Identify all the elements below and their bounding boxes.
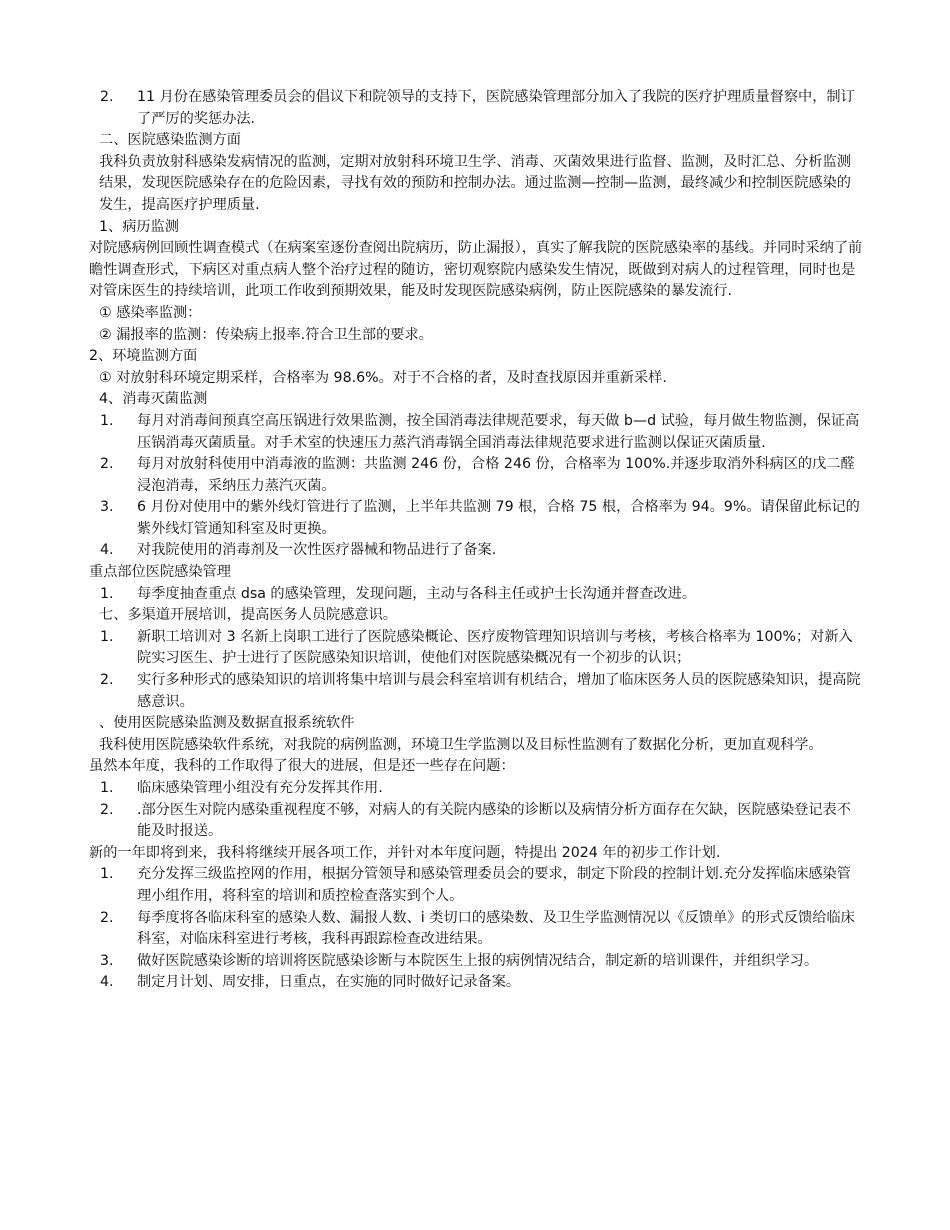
subsection-heading: 4、消毒灭菌监测 bbox=[99, 391, 208, 408]
subsection-heading: 2、环境监测方面 bbox=[89, 348, 198, 365]
list-item: 2. 实行多种形式的感染知识的培训将集中培训与晨会科室培训有机结合，增加了临床医务人员的医院感染知识，提高院感意识。 bbox=[100, 672, 861, 710]
list-item: 4. 制定月计划、周安排，日重点，在实施的同时做好记录备案。 bbox=[100, 974, 521, 991]
list-item: 2. .部分医生对院内感染重视程度不够，对病人的有关院内感染的诊断以及病情分析方面存在欠缺，医院感染登记表不能及时报送。 bbox=[100, 801, 851, 840]
list-item: 3. 做好医院感染诊断的培训将医院感染诊断与本院医生上报的病例情况结合，制定新的培训课件，并组织学习。 bbox=[100, 952, 819, 969]
list-item: 1. 临床感染管理小组没有充分发挥其作用. bbox=[100, 780, 383, 796]
paragraph: 新的一年即将到来，我科将继续开展各项工作，并针对本年度问题，特提出 2024 年的初步工作计划. bbox=[89, 844, 721, 861]
subsection-heading: 1、病历监测 bbox=[99, 218, 179, 235]
paragraph: ① 对放射科环境定期采样，合格率为 98.6%。对于不合格的者，及时查找原因并重新采样. bbox=[99, 369, 667, 386]
paragraph: ① 感染率监测： bbox=[99, 304, 202, 321]
list-item: 2. 每季度将各临床科室的感染人数、漏报人数、i 类切口的感染数、及卫生学监测情况以《反馈单》的形式反馈给临床科室，对临床科室进行考核，我科再跟踪检查改进结果。 bbox=[100, 909, 855, 948]
list-item: 1. 新职工培训对 3 名新上岗职工进行了医院感染概论、医疗废物管理知识培训与考核，考核合格率为 100%；对新入院实习医生、护士进行了医院感染知识培训，使他们对医院感染概况有一个初步的认识； bbox=[100, 628, 853, 667]
paragraph: ② 漏报率的监测：传染病上报率.符合卫生部的要求。 bbox=[99, 326, 433, 343]
paragraph: 对院感病例回顾性调查模式（在病案室逐份查阅出院病历，防止漏报），真实了解我院的医院感染率的基线。并同时采纳了前瞻性调查形式，下病区对重点病人整个治疗过程的随访，密切观察院内感染发生情况，既做到对病人的过程管理，同时也是对管床医生的持续培训，此项工作收到预期效果，能及时发现医院感染病例，防止医院感染的暴发流行. bbox=[89, 240, 863, 300]
list-item: 3. 6 月份对使用中的紫外线灯管进行了监测，上半年共监测 79 根，合格 75 根，合格率为 94。9%。请保留此标记的紫外线灯管通知科室及时更换。 bbox=[100, 499, 860, 537]
section-heading: 、使用医院感染监测及数据直报系统软件 bbox=[99, 715, 355, 732]
list-item: 4. 对我院使用的消毒剂及一次性医疗器械和物品进行了备案. bbox=[100, 542, 497, 559]
list-item: 1. 充分发挥三级监控网的作用，根据分管领导和感染管理委员会的要求，制定下阶段的控制计划.充分发挥临床感染管理小组作用，将科室的培训和质控检查落实到个人。 bbox=[100, 866, 851, 904]
paragraph: 我科负责放射科感染发病情况的监测，定期对放射科环境卫生学、消毒、灭菌效果进行监督、监测，及时汇总、分析监测结果，发现医院感染存在的危险因素，寻找有效的预防和控制办法。通过监测—控制—监测，最终减少和控制医院感染的发生，提高医疗护理质量. bbox=[99, 153, 851, 213]
list-item: 1. 每季度抽查重点 dsa 的感染管理，发现问题，主动与各科主任或护士长沟通并督查改进。 bbox=[100, 585, 697, 602]
subsection-heading: 重点部位医院感染管理 bbox=[89, 564, 231, 581]
paragraph: 虽然本年度，我科的工作取得了很大的进展，但是还一些存在问题： bbox=[89, 758, 515, 775]
paragraph: 我科使用医院感染软件系统，对我院的病例监测，环境卫生学监测以及目标性监测有了数据化分析，更加直观科学。 bbox=[99, 736, 823, 753]
list-item: 2. 11 月份在感染管理委员会的倡议下和院领导的支持下，医院感染管理部分加入了我院的医疗护理质量督察中，制订了严厉的奖惩办法. bbox=[100, 89, 855, 127]
document-body bbox=[89, 87, 864, 994]
list-item: 2. 每月对放射科使用中消毒液的监测：共监测 246 份，合格 246 份，合格率为 100%.并逐步取消外科病区的戊二醛浸泡消毒，采纳压力蒸汽灭菌。 bbox=[100, 456, 855, 494]
section-heading: 二、医院感染监测方面 bbox=[99, 132, 241, 149]
list-item: 1. 每月对消毒间预真空高压锅进行效果监测，按全国消毒法律规范要求，每天做 b—d 试验，每月做生物监测，保证高压锅消毒灭菌质量。对手术室的快速压力蒸汽消毒锅全国消毒法律规范要求进行监测以保证灭菌质量. bbox=[100, 412, 860, 451]
section-heading: 七、多渠道开展培训，提高医务人员院感意识。 bbox=[99, 607, 397, 624]
